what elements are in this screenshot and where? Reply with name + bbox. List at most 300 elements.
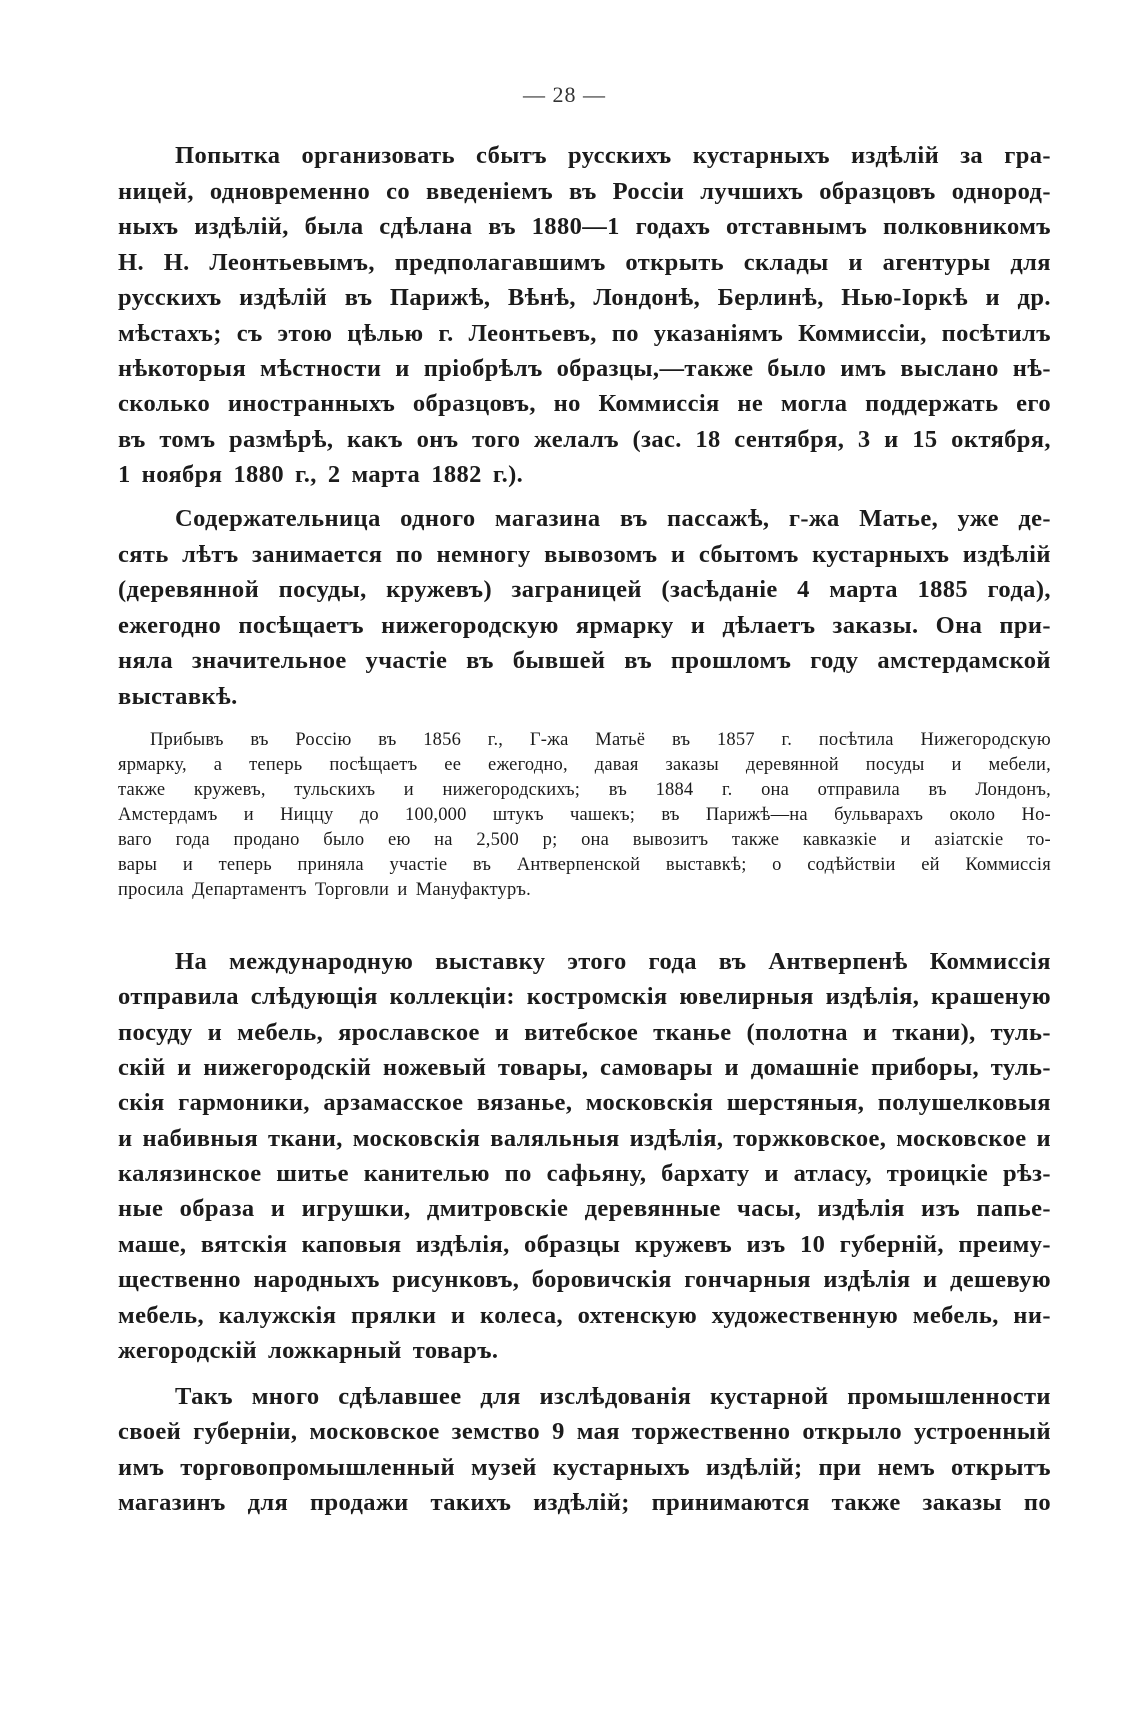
word: крашеную [931,983,1051,1010]
word: немъ [877,1454,936,1481]
word: 1856 [423,730,462,750]
word: въ [718,948,747,975]
word: открыло [802,1418,903,1445]
word: штукъ [492,805,544,825]
word: г-жа [788,505,840,532]
word: и [884,426,899,453]
word: цѣлью [347,320,424,347]
word: 18 [695,426,721,453]
word: мебель, [912,1302,999,1329]
word: при- [999,612,1051,639]
word: продажи [310,1489,409,1516]
text-line [118,1195,1051,1223]
word: а [213,755,223,775]
word: ежегодно, [488,755,568,775]
text-line [175,142,1051,170]
word: марта [351,461,421,488]
word: марта [829,576,898,603]
word: до [359,805,379,825]
word: мебель, [118,1302,204,1329]
word: (деревянной [118,576,260,603]
word: международную [229,948,414,975]
text-line [175,948,1051,976]
word: Россіи [612,178,685,205]
word: бульварахъ [834,805,924,825]
word: Антверпенской [516,855,641,875]
word: мѣстахъ; [118,320,222,347]
word: издѣлій; [705,1454,803,1481]
word: щественно [118,1266,241,1293]
word: о [772,855,782,875]
word: также [831,1489,901,1516]
word: Но- [1021,805,1051,825]
word: томъ [159,426,216,453]
word: торжковское, [733,1125,887,1152]
word: размѣрѣ, [228,426,334,453]
word: Лондонъ, [975,780,1051,800]
word: образцы [524,1231,621,1258]
word: др. [1017,284,1051,311]
word: няла [118,647,173,674]
word: и [670,541,686,568]
word: указаніямъ [653,320,784,347]
word: образцовъ, [412,390,536,417]
word: и [177,1054,192,1081]
word: прошломъ [670,647,792,674]
word: 9 [552,1418,565,1445]
text-line [118,1125,1051,1153]
word: (полотна [746,1019,848,1046]
word: Н. [163,249,190,276]
word: и [724,1054,740,1081]
word: вары [118,855,158,875]
word: канителью [363,1160,490,1187]
word: г.). [492,461,524,488]
word: 1857 [716,730,755,750]
word: и [118,1125,133,1152]
word: ярмарку [575,612,674,639]
word: также [731,830,780,850]
word: гончарныя [684,1266,811,1293]
text-line [118,1231,1051,1259]
word: сбытомъ [698,541,799,568]
note-line [118,780,1051,801]
word: 4 [797,576,810,603]
note-line [118,755,1051,776]
word: де- [1018,505,1051,532]
word: Лондонѣ, [593,284,701,311]
word: въ [928,780,947,800]
word: Матье, [859,505,939,532]
word: и [764,1160,779,1187]
word: Такъ [175,1383,233,1410]
word: кавказкіе [802,830,877,850]
text-line [118,1019,1051,1047]
word: посуды [865,755,925,775]
word: въ [488,213,516,240]
word: промышленности [847,1383,1051,1410]
word: вятскія [200,1231,288,1258]
word: 2 [327,461,341,488]
word: въ [118,426,146,453]
word: сентября, [734,426,845,453]
word: валяльныя [490,1125,620,1152]
word: выставкѣ; [665,855,747,875]
word: просила [118,880,184,900]
word: Нижегородскую [920,730,1051,750]
word: скій [118,1054,166,1081]
word: годахъ [635,213,711,240]
text-line [118,390,1051,418]
word: приняла [297,855,364,875]
word: ювелирныя [679,983,814,1010]
word: посѣщаетъ [329,755,418,775]
word: народныхъ [253,1266,380,1293]
word: агентуры [882,249,991,276]
word: и [690,612,706,639]
word: шитье [276,1160,349,1187]
word: Парижѣ—на [705,805,808,825]
word: имъ [118,1454,165,1481]
word: ежегодно [118,612,222,639]
word: домашніе [750,1054,860,1081]
text-line [118,355,1051,383]
word: теперь [218,855,272,875]
word: московскія [352,1125,481,1152]
word: папье- [976,1195,1051,1222]
word: Мануфактуръ. [415,880,532,900]
word: сколько [118,390,211,417]
word: то- [1027,830,1051,850]
word: сбытъ [476,142,547,169]
word: Департаментъ [192,880,307,900]
text-line [118,683,1051,711]
word: лѣтъ [182,541,239,568]
word: ни- [1013,1302,1051,1329]
text-line [118,1337,1051,1365]
word: ницей, [118,178,194,205]
word: и [397,880,408,900]
word: было [323,830,365,850]
word: коллекціи: [389,983,515,1010]
word: издѣлія, [629,1125,724,1152]
word: губерній, [839,1231,944,1258]
word: году [810,647,859,674]
word: издѣлій [851,142,940,169]
word: г., [295,461,317,488]
word: издѣлія, [415,1231,510,1258]
word: кружевъ [634,1231,733,1258]
word: 1880 [233,461,284,488]
word: сять [118,541,169,568]
word: въ [624,647,653,674]
word: издѣлія, [825,983,920,1010]
word: отставнымъ [726,213,868,240]
word: съ [236,320,263,347]
word: кустарныхъ [812,541,950,568]
word: заказы [922,1489,1002,1516]
word: выслано [900,355,999,382]
word: колеса, [480,1302,564,1329]
word: кустарной [710,1383,829,1410]
word: слѣдующія [250,983,378,1010]
text-line [118,576,1051,604]
word: (зас. [632,426,682,453]
word: шерстяныя, [726,1089,865,1116]
word: этого [567,948,627,975]
word: Берлинѣ, [717,284,824,311]
note-line [118,805,1051,826]
word: посуду [118,1019,193,1046]
word: не [737,390,764,417]
word: г. [721,780,733,800]
word: и [985,284,1001,311]
word: Попытка [175,142,281,169]
word: Торговли [315,880,390,900]
word: также [118,780,166,800]
word: и [951,755,962,775]
word: ваго [118,830,152,850]
text-line [118,612,1051,640]
word: сдѣлана [379,213,473,240]
word: по [1023,1489,1051,1516]
word: мѣстности [260,355,382,382]
word: со [386,178,410,205]
word: издѣлій; [533,1489,630,1516]
note-line [118,880,1051,901]
word: какъ [347,426,403,453]
word: желалъ [533,426,619,453]
word: Г-жа [529,730,569,750]
word: однород- [951,178,1051,205]
word: тульскихъ [294,780,376,800]
word: посуды, [278,576,367,603]
word: по [504,1160,532,1187]
word: мебель, [237,1019,324,1046]
word: Коммиссія [929,948,1051,975]
word: деревянной [745,755,839,775]
word: музей [470,1454,537,1481]
word: лучшихъ [700,178,804,205]
word: русскихъ [118,284,222,311]
word: амстердамской [877,647,1051,674]
word: вязанье, [476,1089,573,1116]
word: открыть [625,249,725,276]
word: была [304,213,364,240]
word: давая [594,755,639,775]
word: иностранныхъ [227,390,396,417]
word: изслѣдованія [539,1383,692,1410]
word: калязинское [118,1160,262,1187]
word: Леонтьевъ, [468,320,597,347]
word: калужскія [218,1302,337,1329]
word: издѣлія [817,1195,905,1222]
word: русскихъ [568,142,672,169]
text-line [118,1302,1051,1330]
page-number: — 28 — [523,82,606,107]
word: пріобрѣлъ [423,355,543,382]
word: кустарныхъ [692,142,830,169]
word: торжественно [631,1418,791,1445]
word: посѣтила [818,730,894,750]
word: чашекъ; [570,805,636,825]
word: выставкѣ. [118,683,238,710]
word: деревянные [584,1195,721,1222]
word: посѣтилъ [941,320,1051,347]
word: могла [780,390,848,417]
word: года [175,830,210,850]
word: дѣлаетъ [722,612,816,639]
word: вывозомъ [544,541,658,568]
word: ные [118,1195,164,1222]
word: образа [179,1195,255,1222]
word: и [450,1302,466,1329]
word: для [1010,249,1051,276]
word: отправила [817,780,900,800]
word: г., [487,730,504,750]
word: г. [438,320,454,347]
word: посѣщаетъ [238,612,364,639]
word: приборы, [870,1054,980,1081]
word: и [494,1019,510,1046]
word: г. [781,730,793,750]
word: содѣйствіи [807,855,896,875]
word: Амстердамъ [118,805,218,825]
text-line [118,1454,1051,1482]
word: значительное [191,647,347,674]
word: въ [661,805,680,825]
word: склады [743,249,829,276]
word: и [270,1195,286,1222]
word: Вѣнѣ, [507,284,576,311]
word: введеніемъ [425,178,554,205]
word: рѣз- [1002,1160,1051,1187]
word: 1880—1 [531,213,620,240]
text-line [118,541,1051,569]
word: 1885 [917,576,969,603]
word: троицкіе [886,1160,989,1187]
word: Нью-Іоркѣ [841,284,968,311]
word: предполагавшимъ [394,249,606,276]
word: въ [671,730,691,750]
word: въ [344,284,373,311]
word: Матьё [595,730,646,750]
word: дешевую [949,1266,1051,1293]
word: ныхъ [118,213,179,240]
word: ножевый [382,1054,487,1081]
word: того [472,426,521,453]
word: 1884 [655,780,694,800]
word: тканье [653,1019,732,1046]
word: скія [118,1089,165,1116]
word: туль- [990,1019,1051,1046]
word: организовать [301,142,455,169]
word: кустарныхъ [552,1454,690,1481]
word: земство [451,1418,541,1445]
word: самовары [600,1054,713,1081]
word: нижегородскій [203,1054,372,1081]
word: и [1036,1125,1051,1152]
word: теперь [249,755,303,775]
word: изъ [746,1231,786,1258]
word: кружевъ, [193,780,266,800]
word: но [553,390,581,417]
word: маше, [118,1231,187,1258]
text-line [118,1266,1051,1294]
word: продано [233,830,300,850]
word: кружевъ) [386,576,493,603]
word: участіе [365,647,448,674]
word: боровичскія [531,1266,672,1293]
word: Коммиссіи, [798,320,927,347]
word: гармоники, [178,1089,310,1116]
word: заграницей [511,576,642,603]
word: октября, [951,426,1051,453]
word: 100,000 [405,805,467,825]
word: костромскія [526,983,668,1010]
note-line [118,830,1051,851]
word: изъ [921,1195,961,1222]
word: нижегородскую [381,612,559,639]
word: для [480,1383,521,1410]
word: занимается [251,541,383,568]
word: и [182,855,193,875]
word: и [207,1019,223,1046]
word: мая [576,1418,620,1445]
word: отправила [118,983,239,1010]
word: принимаются [651,1489,810,1516]
word: около [949,805,996,825]
word: губерніи, [193,1418,298,1445]
word: Она [935,612,983,639]
word: ярославское [338,1019,480,1046]
word: ложкарный [267,1337,402,1364]
note-line [118,855,1051,876]
word: открытъ [951,1454,1051,1481]
word: полковникомъ [882,213,1051,240]
word: магазинъ [118,1489,226,1516]
word: и [923,1266,938,1293]
word: ею [388,830,411,850]
word: въ [619,505,648,532]
word: атласу, [793,1160,872,1187]
word: по [611,320,639,347]
word: въ [378,730,397,750]
word: ей [921,855,940,875]
word: и [900,830,911,850]
word: товары, [497,1054,589,1081]
word: вывозитъ [632,830,709,850]
word: одновременно [209,178,371,205]
word: года), [987,576,1051,603]
word: ярмарку, [118,755,187,775]
word: 1 [118,461,131,488]
word: Антверпенѣ [768,948,908,975]
word: Коммиссія [598,390,720,417]
word: одного [400,505,476,532]
text-line [118,1160,1051,1188]
word: она [581,830,610,850]
text-line [118,1089,1051,1117]
word: жегородскій [118,1337,257,1364]
word: устроенный [914,1418,1051,1445]
word: въ [250,730,269,750]
word: своей [118,1418,182,1445]
word: имъ [840,355,887,382]
word: азіатскіе [934,830,1004,850]
text-line [118,249,1051,277]
word: ткани), [892,1019,976,1046]
